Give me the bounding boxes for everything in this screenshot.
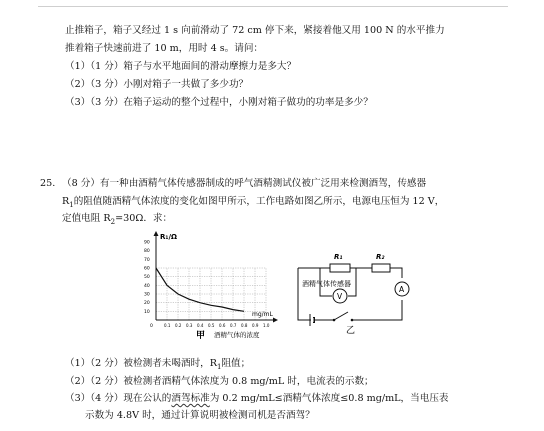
x-axis-arrow	[273, 318, 278, 323]
loop-wire	[298, 268, 402, 320]
y-tick-label: 40	[144, 283, 150, 289]
q25-part-3-text: （3）（4 分）现在公认的	[65, 393, 172, 404]
y-tick-labels	[144, 240, 150, 315]
voltmeter-label: V	[337, 292, 343, 301]
y-tick-label: 10	[144, 309, 150, 315]
q25-intro-line-2-text: 的阻值随酒精气体浓度的变化如图甲所示，工作电路如图乙所示，电源电压恒为 12 V，	[73, 196, 445, 207]
r1-label: R₁	[334, 253, 343, 261]
x-tick-label: 0.7	[230, 323, 237, 328]
x-tick-label: 0.4	[197, 323, 204, 328]
figure-jia-label: 甲	[196, 331, 206, 340]
x-tick-label: 1.0	[263, 323, 270, 328]
y-tick-label: 70	[144, 257, 150, 263]
y-tick-label: 80	[144, 249, 150, 255]
ammeter-label: A	[399, 285, 405, 294]
sensor-label: 酒精气体传感器	[302, 280, 351, 288]
figure-yi-circuit	[290, 248, 410, 334]
r1-subscript: 1	[69, 200, 74, 209]
switch-contact	[351, 319, 354, 322]
q24-part-1: （1）（1 分）箱子与水平地面间的滑动摩擦力是多大？	[65, 61, 297, 72]
y-tick-label: 30	[144, 292, 150, 298]
q24-intro-line-1: 止推箱子，箱子又经过 1 s 向前滑动了 72 cm 停下来，紧接着他又用 100 N 的水平推力	[65, 25, 445, 36]
q24-part-2: （2）（3 分）小刚对箱子一共做了多少功？	[65, 79, 249, 90]
figure-yi-label: 乙	[346, 326, 356, 334]
q25-part-3-line-2: 示数为 4.8V 时，通过计算说明被检测司机是否酒驾？	[85, 410, 315, 421]
y-tick-label: 90	[144, 240, 150, 246]
r2-resistor	[372, 264, 390, 272]
x-unit-label: mg/mL	[252, 311, 273, 318]
x-tick-label: 0.9	[252, 323, 259, 328]
q25-part-1	[65, 357, 250, 374]
q25-part-1-text: （1）（2 分）被检测者未喝酒时，R	[65, 358, 217, 369]
x-tick-label: 0.5	[208, 323, 215, 328]
x-axis-caption: 酒精气体的浓度	[214, 331, 260, 339]
q25-part-2: （2）（2 分）被检测者酒精气体浓度为 0.8 mg/mL 时，电流表的示数；	[65, 376, 374, 387]
q25-intro-line-1: （8 分）有一种由酒精气体传感器制成的呼气酒精测试仪被广泛用来检测酒驾，传感器	[62, 178, 427, 189]
x-tick-label: 0.3	[186, 323, 193, 328]
origin-label: 0	[150, 324, 153, 329]
x-tick-label: 0.8	[241, 323, 248, 328]
q25-intro-line-3	[62, 212, 172, 229]
y-tick-label: 60	[144, 266, 150, 272]
figure-jia-graph	[138, 228, 278, 340]
q24-intro-line-2: 推着箱子快速前进了 10 m，用时 4 s。请问：	[65, 43, 264, 54]
r2-label: R₂	[376, 253, 385, 261]
q25-part-1-tail: 阻值；	[221, 358, 251, 369]
q25-intro-line-2	[62, 195, 444, 212]
drunk-driving-standard: 酒驾标准	[171, 393, 210, 404]
y-tick-label: 50	[144, 275, 150, 281]
y-axis-arrow	[154, 231, 159, 236]
x-tick-label: 0.6	[219, 323, 226, 328]
x-tick-label: 0.2	[175, 323, 182, 328]
q24-part-3: （3）（3 分）在箱子运动的整个过程中，小刚对箱子做功的功率是多少？	[65, 97, 373, 108]
q25-part-3-tail: 为 0.2 mg/mL≤酒精气体浓度≤0.8 mg/mL，当电压表	[209, 393, 449, 404]
r1-resistor	[330, 264, 350, 272]
q25-intro-line-3-text: =30Ω．求：	[115, 213, 173, 224]
graph-grid	[156, 268, 266, 320]
y-tick-label: 20	[144, 301, 150, 307]
q25-part-3	[65, 392, 449, 405]
y-axis-label: R₁/Ω	[160, 233, 177, 241]
top-rule	[38, 6, 508, 7]
switch-blade	[334, 312, 348, 320]
r2-subscript: 2	[110, 217, 116, 226]
q25-part-1-subscript: 1	[217, 362, 222, 371]
x-tick-labels	[164, 323, 270, 328]
r2-prefix: 定值电阻 R	[62, 213, 111, 224]
q25-number: 25.	[40, 178, 56, 189]
r1-symbol: R	[62, 196, 70, 207]
x-tick-label: 0.1	[164, 323, 171, 328]
